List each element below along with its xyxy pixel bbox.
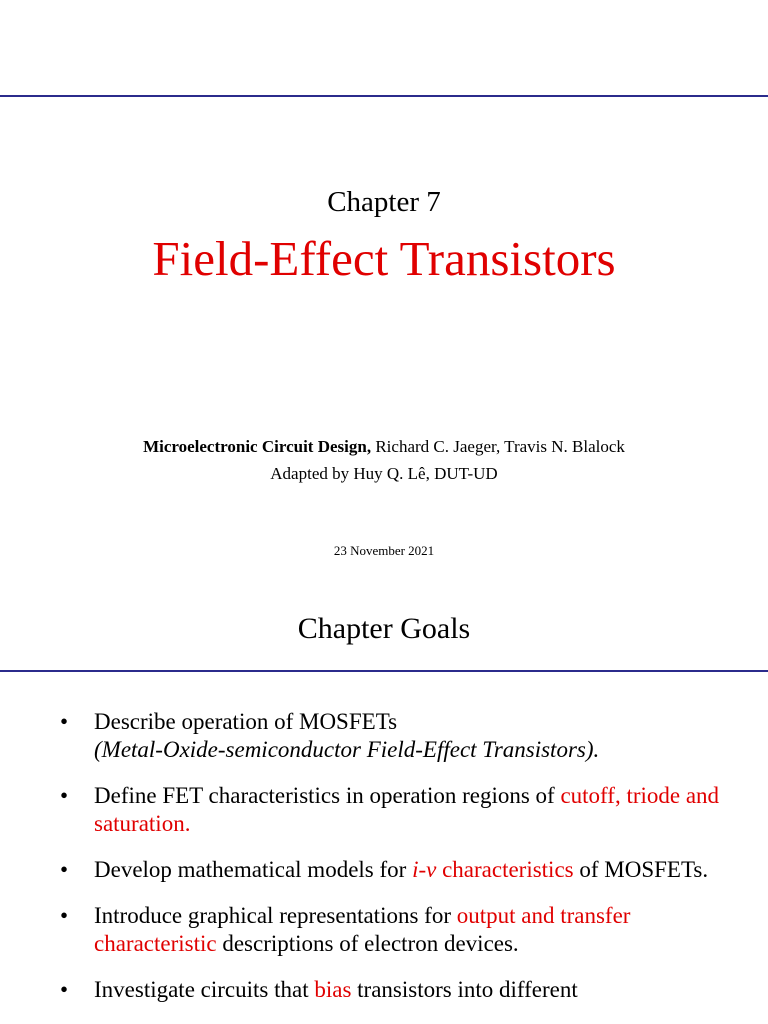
goal-text: Develop mathematical models for [94,857,413,882]
adapted-by: Adapted by Huy Q. Lê, DUT-UD [270,464,498,483]
goal-highlight: cutoff, triode and saturation. [94,783,720,836]
slide-date: 23 November 2021 [333,543,435,558]
goal-highlight: output and transfer characteristic [94,903,631,956]
goal-text: of MOSFETs. [573,857,709,882]
goals-list [60,708,740,1022]
bullet: • [60,977,69,1002]
goal-text-italic: (Metal-Oxide-semiconductor Field-Effect Transistors). [94,737,600,762]
goal-text: Introduce graphical representations for [94,903,457,928]
goal-text: Describe operation of MOSFETs [94,709,398,734]
bullet: • [60,903,69,928]
goal-text: Investigate circuits that [94,977,315,1002]
slide-title: Field-Effect Transistors [152,231,616,286]
goal-text: transistors into different [351,977,578,1002]
goal-item [60,708,740,764]
goal-highlight: bias [314,977,352,1002]
goal-item [60,902,740,958]
goal-item [60,976,740,1004]
authors: Richard C. Jaeger, Travis N. Blalock [371,437,625,456]
goal-text: Define FET characteristics in operation regions of [94,783,561,808]
bullet: • [60,857,69,882]
bullet: • [60,783,69,808]
goal-item [60,856,740,884]
top-divider [0,95,768,97]
book-credit-line [0,433,768,460]
mid-divider [0,670,768,672]
chapter-label: Chapter 7 [327,186,441,218]
goal-highlight: characteristics [436,857,574,882]
goal-highlight-italic: i-v [412,857,437,882]
goal-item [60,782,740,838]
book-title: Microelectronic Circuit Design, [143,437,372,456]
bullet: • [60,709,69,734]
chapter-goals-title: Chapter Goals [297,612,471,645]
goal-text: descriptions of electron devices. [216,931,519,956]
credits [0,433,768,487]
